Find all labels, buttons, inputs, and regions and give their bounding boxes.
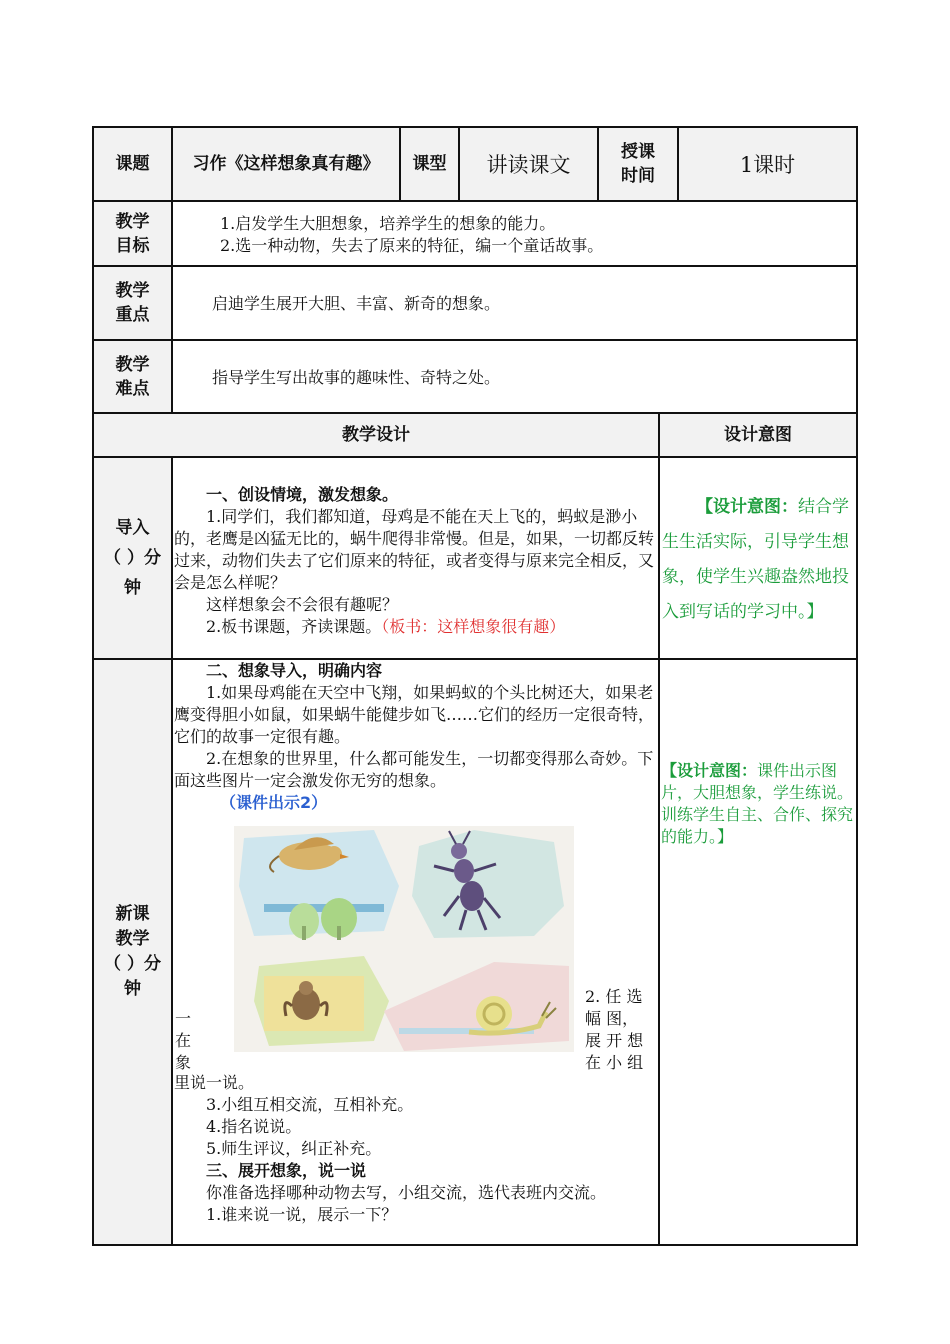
newlesson-heading2: 二、想象导入，明确内容 — [206, 661, 383, 680]
courseware-picture — [234, 826, 574, 1052]
giant-ant-icon — [412, 830, 564, 938]
goal-2: 2.选一种动物，失去了原来的特征，编一个童话故事。 — [220, 236, 604, 255]
topic-label: 课题 — [115, 154, 150, 174]
topic-label-cell — [94, 128, 171, 200]
goals-label-cell — [94, 202, 171, 265]
side-text-block — [585, 986, 658, 1074]
intro-para1: 1.同学们，我们都知道，母鸡是不能在天上飞的，蚂蚁是渺小的，老鹰是凶猛无比的，蜗牛爬得非常慢。但是，如果，一切都反转过来，动物们失去了它们原来的特征，或者变得与原来完全相反，又会是怎么样呢？ — [174, 507, 655, 592]
design-header-right-text: 设计意图 — [724, 425, 792, 445]
newlesson-intent-tag: 【设计意图： — [661, 761, 758, 780]
side-text-1: 2. 任 选 — [585, 987, 643, 1006]
side-text-2: 幅 图， — [585, 1009, 639, 1028]
newlesson-heading3: 三、展开想象，说一说 — [206, 1161, 367, 1180]
hours-label-cell — [599, 128, 677, 200]
goals-content — [220, 213, 850, 257]
side-text-4: 在 小 组 — [585, 1053, 644, 1072]
goal-1: 1.启发学生大胆想象，培养学生的想象的能力。 — [220, 214, 556, 233]
newlesson-intent-text: 课件出示图片，大胆想象，学生练说。训练学生自主、合作、探究的能力。】 — [661, 761, 854, 846]
focus-label-cell — [94, 267, 171, 339]
newlesson-content-top — [174, 660, 656, 814]
newlesson-content-bottom — [174, 1072, 656, 1226]
newlesson-p6: 你准备选择哪种动物去写，小组交流，选代表班内交流。 — [206, 1183, 607, 1202]
newlesson-p1: 1.如果母鸡能在天空中飞翔，如果蚂蚁的个头比树还大，如果老鹰变得胆小如鼠，如果蜗牛能健步如飞……它们的经历一定很奇特，它们的故事一定很有趣。 — [174, 683, 655, 746]
left-char-1: 一 — [175, 1009, 192, 1028]
intro-label-cell — [94, 458, 171, 658]
goals-label: 教学 目标 — [115, 211, 150, 256]
left-char-block — [175, 1008, 215, 1074]
type-label-cell — [401, 128, 458, 200]
newlesson-tail: 里说一说。 — [174, 1073, 255, 1092]
design-header-right — [660, 414, 856, 456]
difficulty-content — [212, 367, 842, 389]
courseware-illustration — [234, 826, 574, 1052]
left-char-3: 象 — [175, 1053, 192, 1072]
focus-label: 教学 重点 — [115, 281, 150, 325]
flying-hen-icon — [239, 830, 399, 940]
intro-label: 导入 （ ）分 钟 — [104, 518, 161, 598]
topic-value-cell — [173, 128, 399, 200]
left-char-2: 在 — [175, 1031, 192, 1050]
hours-value: 1课时 — [739, 153, 796, 177]
intro-board: （板书：这样想象很有趣） — [381, 617, 566, 636]
difficulty-label: 教学 难点 — [115, 354, 150, 399]
focus-text: 启迪学生展开大胆、丰富、新奇的想象。 — [212, 294, 501, 313]
hours-label: 授课 时间 — [621, 142, 655, 186]
difficulty-label-cell — [94, 341, 171, 412]
newlesson-p5: 5.师生评议，纠正补充。 — [206, 1139, 382, 1158]
type-value-cell — [460, 128, 597, 200]
newlesson-p7: 1.谁来说一说，展示一下？ — [206, 1205, 398, 1224]
intro-intent-text: 结合学生生活实际，引导学生想象，使学生兴趣盎然地投入到写话的学习中。】 — [662, 497, 849, 622]
type-label: 课型 — [412, 154, 447, 174]
side-text-3: 展 开 想 — [585, 1031, 644, 1050]
newlesson-label-cell — [94, 660, 171, 1244]
focus-content — [212, 293, 842, 315]
newlesson-p4: 4.指名说说。 — [206, 1117, 302, 1136]
newlesson-p2: 2.在想象的世界里，什么都可能发生，一切都变得那么奇妙。下面这些图片一定会激发你无穷的想象。 — [174, 749, 654, 790]
newlesson-intent — [661, 760, 855, 848]
intro-content — [174, 484, 656, 638]
newlesson-label: 新课 教学 （ ）分 钟 — [104, 904, 161, 999]
hours-value-cell — [679, 128, 856, 200]
difficulty-text: 指导学生写出故事的趣味性、奇特之处。 — [212, 368, 501, 387]
intro-para2: 这样想象会不会很有趣呢？ — [206, 595, 399, 614]
topic-value: 习作《这样想象真有趣》 — [192, 154, 380, 174]
newlesson-p3: 3.小组互相交流，互相补充。 — [206, 1095, 414, 1114]
newlesson-courseware: （课件出示2） — [220, 793, 328, 812]
design-header-left-text: 教学设计 — [342, 425, 410, 445]
design-header-left — [94, 414, 658, 456]
intro-heading: 一、创设情境，激发想象。 — [206, 485, 399, 504]
timid-eagle-icon — [254, 956, 389, 1046]
intro-para3: 2.板书课题，齐读课题。 — [206, 617, 382, 636]
intro-intent-tag: 【设计意图： — [696, 497, 798, 517]
intro-intent — [662, 490, 852, 630]
type-value: 讲读课文 — [486, 153, 571, 177]
fast-snail-icon — [384, 962, 569, 1051]
